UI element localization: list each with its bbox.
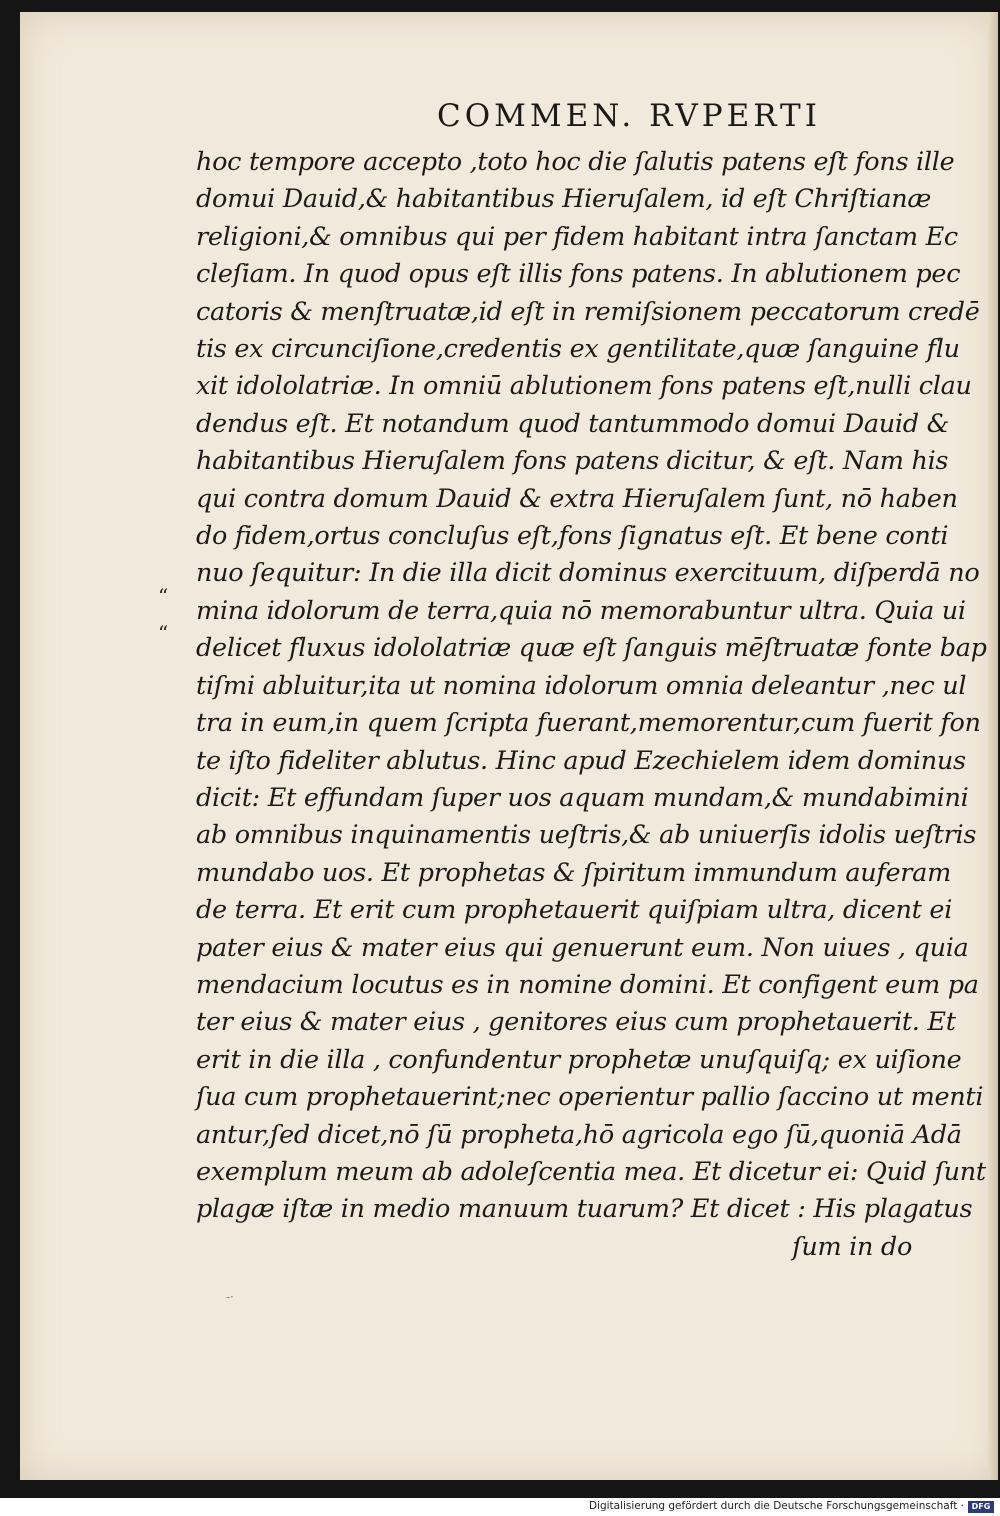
text-line: plagæ iſtæ in medio manuum tuarum? Et dicet : His plagatus [196,1194,973,1225]
text-line: nuo ſequitur: In die illa dicit dominus exercituum, diſperdā no [196,558,980,589]
text-line: erit in die illa , confundentur prophetæ unuſquiſq; ex uiſione [196,1044,962,1075]
text-line: mundabo uos. Et prophetas & ſpiritum immundum auferam [196,857,951,888]
text-line: religioni,& omnibus qui per fidem habitant intra ſanctam Ec [196,221,958,252]
text-line: de terra. Et erit cum prophetauerit quiſpiam ultra, dicent ei [196,895,953,926]
text-line: tiſmi abluitur,ita ut nomina idolorum omnia deleantur ,nec ul [196,670,967,701]
text-line: qui contra domum Dauid & extra Hieruſalem ſunt, nō haben [196,483,958,514]
text-line: mendacium locutus es in nomine domini. Et configent eum pa [196,969,979,1000]
ink-speck: -· [226,1290,234,1304]
text-line: antur,ſed dicet,nō ſū propheta,hō agricola ego ſū,quoniā Adā [196,1119,962,1150]
running-head [20,98,998,134]
running-head-text: COMMEN. RVPERTI [437,98,821,134]
text-line: ſua cum prophetauerint;nec operientur pallio ſaccino ut menti [196,1082,984,1113]
text-line: tis ex circunciſione,credentis ex gentilitate,quæ ſanguine flu [196,334,960,365]
digitization-credit: Digitalisierung gefördert durch die Deutsche Forschungsgemeinschaft · [588,1500,964,1512]
text-line: te iſto fideliter ablutus. Hinc apud Ezechielem idem dominus [196,745,966,776]
text-line: hoc tempore accepto ,toto hoc die ſalutis patens eſt fons ille [196,147,955,177]
margin-quote-mark: “ [158,584,169,608]
text-line: habitantibus Hieruſalem fons patens dicitur, & eſt. Nam his [196,446,949,477]
text-line: do fidem,ortus concluſus eſt,fons ſignatus eſt. Et bene conti [196,521,949,552]
text-line: dendus eſt. Et notandum quod tantummodo domui Dauid & [196,408,949,439]
text-line: exemplum meum ab adoleſcentia mea. Et dicetur ei: Quid ſunt [196,1156,986,1187]
text-line: cleſiam. In quod opus eſt illis fons patens. In ablutionem pec [196,259,961,290]
body-text [196,144,987,1266]
text-line: ter eius & mater eius , genitores eius cum prophetauerit. Et [196,1007,956,1038]
text-line: tra in eum,in quem ſcripta fuerant,memorentur,cum fuerit fon [196,708,981,739]
page-edge [988,12,998,1480]
catchword: ſum in do [792,1231,912,1262]
text-line: pater eius & mater eius qui genuerunt eum. Non uiues , quia [196,932,969,963]
margin-quote-mark: “ [158,621,169,645]
dfg-logo: DFG [968,1501,994,1513]
text-line: domui Dauid,& habitantibus Hieruſalem, id eſt Chriſtianæ [196,184,932,215]
text-line: delicet fluxus idololatriæ quæ eſt ſanguis mēſtruatæ fonte bap [196,633,987,664]
text-line: catoris & menſtruatæ,id eſt in remiſsionem peccatorum credē [196,296,980,327]
text-line: ab omnibus inquinamentis ueſtris,& ab uniuerſis idolis ueſtris [196,820,977,851]
text-line: mina idolorum de terra,quia nō memorabuntur ultra. Quia ui [196,595,966,626]
text-line: xit idololatriæ. In omniū ablutionem fons patens eſt,nulli clau [196,371,972,402]
text-line: dicit: Et effundam ſuper uos aquam mundam,& mundabimini [196,782,969,813]
